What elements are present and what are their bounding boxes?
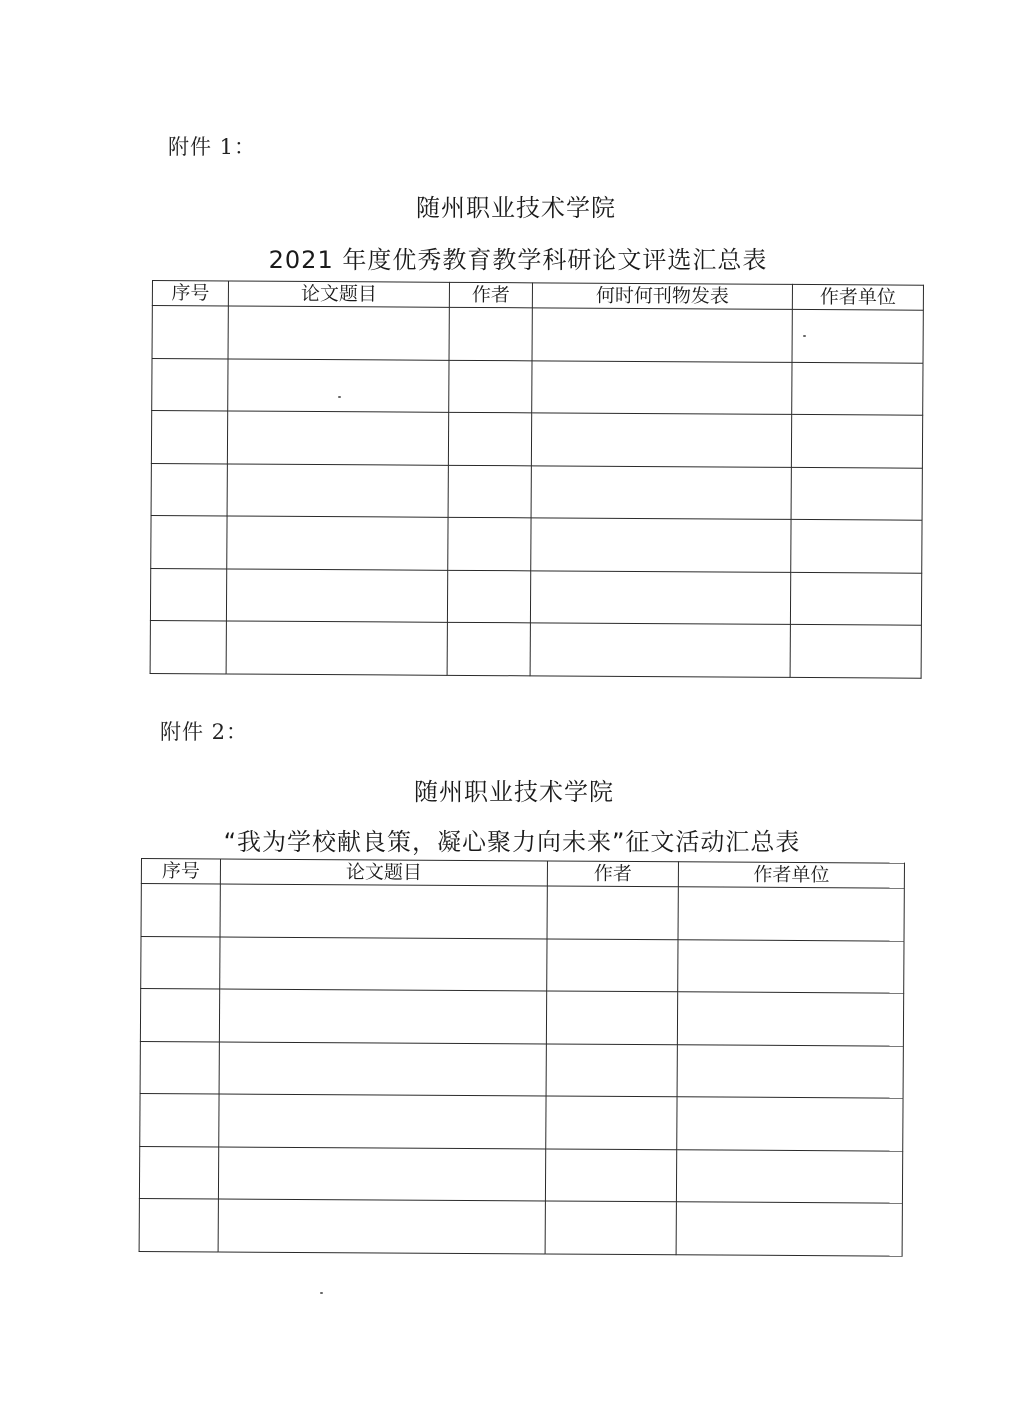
table-row bbox=[140, 989, 903, 1046]
table-cell bbox=[546, 1096, 677, 1149]
table-cell bbox=[140, 1093, 219, 1146]
table-cell bbox=[219, 1041, 546, 1095]
table-row bbox=[150, 620, 921, 677]
table-row bbox=[141, 884, 904, 941]
table-cell bbox=[531, 518, 791, 572]
table-cell bbox=[677, 1097, 903, 1151]
column-header-paper-title: 论文题目 bbox=[220, 859, 547, 886]
table-cell bbox=[228, 306, 449, 360]
table-cell bbox=[218, 1199, 545, 1253]
table-cell bbox=[676, 1149, 902, 1203]
attachment-1-label: 附件 1： bbox=[168, 135, 257, 159]
table-cell bbox=[226, 621, 447, 675]
table-cell bbox=[448, 465, 531, 518]
table-cell bbox=[449, 360, 532, 413]
table-cell bbox=[140, 1041, 219, 1094]
attachment-1-school-heading: 随州职业技术学院 bbox=[416, 194, 616, 222]
table-cell bbox=[791, 519, 922, 572]
table-cell bbox=[678, 939, 904, 993]
table-row bbox=[150, 568, 921, 625]
attachment-2-table-title: “我为学校献良策，凝心聚力向未来”征文活动汇总表 bbox=[223, 828, 801, 856]
table-cell bbox=[227, 411, 448, 465]
column-header-publication: 何时何刊物发表 bbox=[532, 283, 792, 310]
table-cell bbox=[219, 1094, 546, 1148]
table-cell bbox=[678, 887, 904, 941]
column-header-paper-title: 论文题目 bbox=[228, 281, 449, 307]
table-cell bbox=[228, 358, 449, 412]
table-cell bbox=[447, 570, 530, 623]
table-cell bbox=[531, 413, 791, 467]
table-cell bbox=[151, 515, 227, 568]
table-cell bbox=[532, 360, 792, 414]
table-cell bbox=[546, 1043, 677, 1096]
table-body bbox=[150, 306, 923, 678]
table-cell bbox=[530, 623, 790, 677]
table-row bbox=[141, 936, 904, 993]
table-cell bbox=[531, 465, 791, 519]
table-cell bbox=[150, 620, 226, 673]
essay-activity-summary-table bbox=[139, 858, 905, 1256]
table-cell bbox=[226, 568, 447, 622]
table-row bbox=[139, 1198, 902, 1255]
table-cell bbox=[792, 362, 923, 415]
column-header-serial-number: 序号 bbox=[152, 281, 228, 306]
attachment-2-school-heading: 随州职业技术学院 bbox=[414, 778, 614, 806]
table-body bbox=[139, 884, 904, 1256]
table-cell bbox=[227, 463, 448, 517]
table-cell bbox=[676, 1202, 902, 1256]
table-cell bbox=[545, 1148, 676, 1201]
table-cell bbox=[141, 884, 220, 937]
column-header-author-unit: 作者单位 bbox=[792, 284, 923, 310]
table-row bbox=[152, 358, 923, 415]
table-cell bbox=[790, 572, 921, 625]
table-row bbox=[151, 411, 922, 468]
table-cell bbox=[449, 307, 532, 360]
table-cell bbox=[448, 412, 531, 465]
table-cell bbox=[791, 414, 922, 467]
table-row bbox=[140, 1093, 903, 1150]
table-cell bbox=[546, 991, 677, 1044]
table-cell bbox=[792, 309, 923, 362]
table-cell bbox=[139, 1146, 218, 1199]
table-cell bbox=[151, 411, 227, 464]
paper-selection-summary-table bbox=[150, 280, 924, 678]
table-cell bbox=[219, 989, 546, 1043]
table-cell bbox=[530, 570, 790, 624]
attachment-1-table-title: 2021 年度优秀教育教学科研论文评选汇总表 bbox=[268, 246, 768, 274]
column-header-author: 作者 bbox=[547, 861, 678, 887]
table-cell bbox=[547, 938, 678, 991]
table-cell bbox=[547, 886, 678, 939]
attachment-2-label: 附件 2： bbox=[160, 720, 249, 744]
table-cell bbox=[220, 884, 547, 938]
table-cell bbox=[220, 936, 547, 990]
table-row bbox=[151, 463, 922, 520]
table-cell bbox=[791, 467, 922, 520]
column-header-author: 作者 bbox=[449, 282, 532, 308]
table-cell bbox=[139, 1198, 218, 1251]
table-cell bbox=[218, 1146, 545, 1200]
scan-speck bbox=[338, 396, 341, 398]
table-cell bbox=[677, 1044, 903, 1098]
table-cell bbox=[532, 308, 792, 362]
table-cell bbox=[141, 936, 220, 989]
column-header-serial-number: 序号 bbox=[141, 859, 220, 884]
table-cell bbox=[790, 624, 921, 677]
table-cell bbox=[677, 992, 903, 1046]
table-cell bbox=[150, 568, 226, 621]
scan-speck bbox=[320, 1292, 323, 1294]
table-row bbox=[140, 1041, 903, 1098]
column-header-author-unit: 作者单位 bbox=[678, 862, 904, 888]
table-row bbox=[152, 306, 923, 363]
table-row bbox=[139, 1146, 902, 1203]
table-cell bbox=[151, 463, 227, 516]
table-cell bbox=[140, 989, 219, 1042]
table-cell bbox=[227, 516, 448, 570]
table-cell bbox=[447, 622, 530, 675]
table-cell bbox=[545, 1201, 676, 1254]
table-cell bbox=[152, 306, 228, 359]
table-cell bbox=[152, 358, 228, 411]
scan-speck bbox=[803, 335, 806, 337]
table-cell bbox=[448, 517, 531, 570]
table-row bbox=[151, 515, 922, 572]
